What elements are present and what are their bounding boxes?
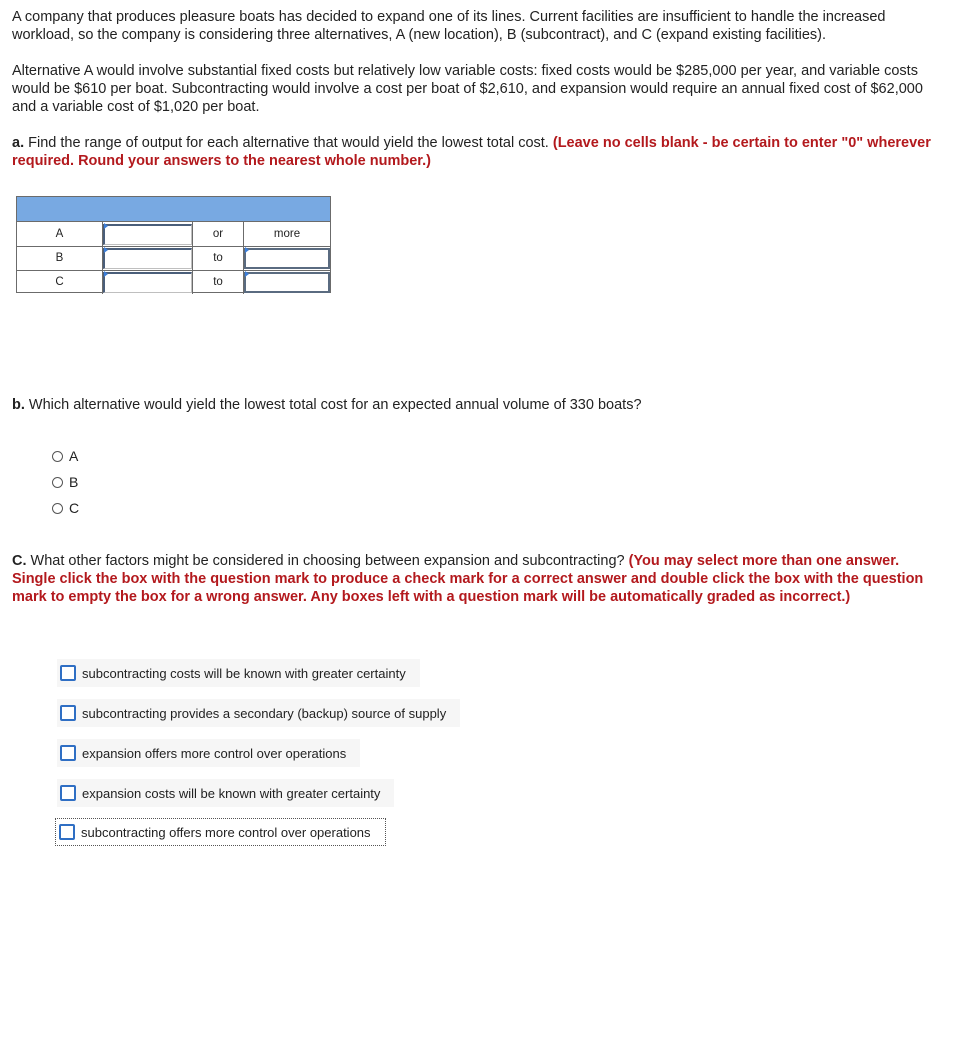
alternative-label: B (17, 246, 103, 270)
checkbox-option[interactable] (57, 699, 460, 727)
checkbox-icon[interactable] (60, 745, 76, 761)
checkbox-label: expansion offers more control over operations (82, 745, 347, 761)
input-marker-icon (104, 223, 108, 229)
part-b-question (12, 396, 942, 414)
input-marker-icon (245, 247, 249, 253)
radio-option-c[interactable] (52, 499, 79, 517)
range-end-text: more (273, 228, 301, 240)
radio-circle-icon[interactable] (52, 451, 63, 462)
connector-label: or (192, 222, 244, 246)
alternative-label: A (17, 222, 103, 246)
range-a-start-input[interactable] (103, 224, 192, 245)
intro-paragraph-1: A company that produces pleasure boats has decided to expand one of its lines. Current facilities are insufficient to handle the increased workload, so the company is considering three alternatives, A (new location), B (subcontract), and C (expand existing facilities). (12, 9, 886, 43)
checkbox-option[interactable] (57, 659, 420, 687)
input-marker-icon (245, 271, 249, 277)
part-a-instruction: (Leave no cells blank - be certain to enter "0" wherever required. Round your answers to the nearest whole number.) (12, 135, 931, 169)
range-c-start-input[interactable] (103, 272, 192, 293)
table-row (17, 246, 330, 271)
part-a-text: Find the range of output for each alternative that would yield the lowest total cost. (28, 135, 549, 151)
range-start-cell (103, 246, 192, 270)
checkbox-icon[interactable] (59, 824, 75, 840)
part-b-text: Which alternative would yield the lowest total cost for an expected annual volume of 330 boats? (28, 397, 642, 413)
part-c-instruction: (You may select more than one answer. Single click the box with the question mark to produce a check mark for a correct answer and double click the box with the question mark to empty the box for a wrong answer. Any boxes left with a question mark will be automatically graded as incorrect.) (12, 553, 924, 605)
part-a-label: a. (12, 135, 25, 151)
checkbox-icon[interactable] (60, 665, 76, 681)
range-end-cell (244, 270, 330, 294)
part-b-label: b. (12, 397, 25, 413)
checkbox-option-focused[interactable] (55, 818, 386, 846)
table-row (17, 270, 330, 294)
checkbox-icon[interactable] (60, 705, 76, 721)
radio-label: B (69, 474, 79, 490)
alternative-label: C (17, 270, 103, 294)
range-b-end-input[interactable] (244, 248, 330, 269)
intro-paragraph-2: Alternative A would involve substantial fixed costs but relatively low variable costs: fixed costs would be $285,000 per year, and variable costs would be $610 per boat. Subcontracting would involve a cost per boat of $2,610, and expansion would require an annual fixed cost of $62,000 and a variable cost of $1,020 per boat. (12, 63, 923, 115)
range-end-cell (244, 246, 330, 270)
checkbox-label: subcontracting offers more control over operations (81, 824, 371, 840)
radio-option-b[interactable] (52, 473, 78, 491)
range-b-start-input[interactable] (103, 248, 192, 269)
part-c-text: What other factors might be considered in choosing between expansion and subcontracting? (30, 553, 625, 569)
table-header (17, 197, 330, 222)
range-c-end-input[interactable] (244, 272, 330, 293)
checkbox-label: subcontracting costs will be known with greater certainty (82, 665, 406, 681)
checkbox-option[interactable] (57, 779, 394, 807)
connector-label: to (192, 270, 244, 294)
connector-label: to (192, 246, 244, 270)
part-c-question (12, 552, 942, 606)
part-c-label: C. (12, 553, 27, 569)
range-start-cell (103, 270, 192, 294)
checkbox-option[interactable] (57, 739, 360, 767)
part-a-question (12, 134, 942, 170)
range-start-cell (103, 222, 192, 246)
input-marker-icon (104, 271, 108, 277)
input-marker-icon (104, 247, 108, 253)
table-row (17, 222, 330, 247)
radio-label: A (69, 448, 79, 464)
radio-circle-icon[interactable] (52, 503, 63, 514)
radio-option-a[interactable] (52, 447, 78, 465)
radio-label: C (69, 500, 80, 516)
checkbox-label: subcontracting provides a secondary (backup) source of supply (82, 705, 447, 721)
radio-circle-icon[interactable] (52, 477, 63, 488)
answer-table (16, 196, 331, 293)
checkbox-label: expansion costs will be known with greater certainty (82, 785, 381, 801)
checkbox-icon[interactable] (60, 785, 76, 801)
